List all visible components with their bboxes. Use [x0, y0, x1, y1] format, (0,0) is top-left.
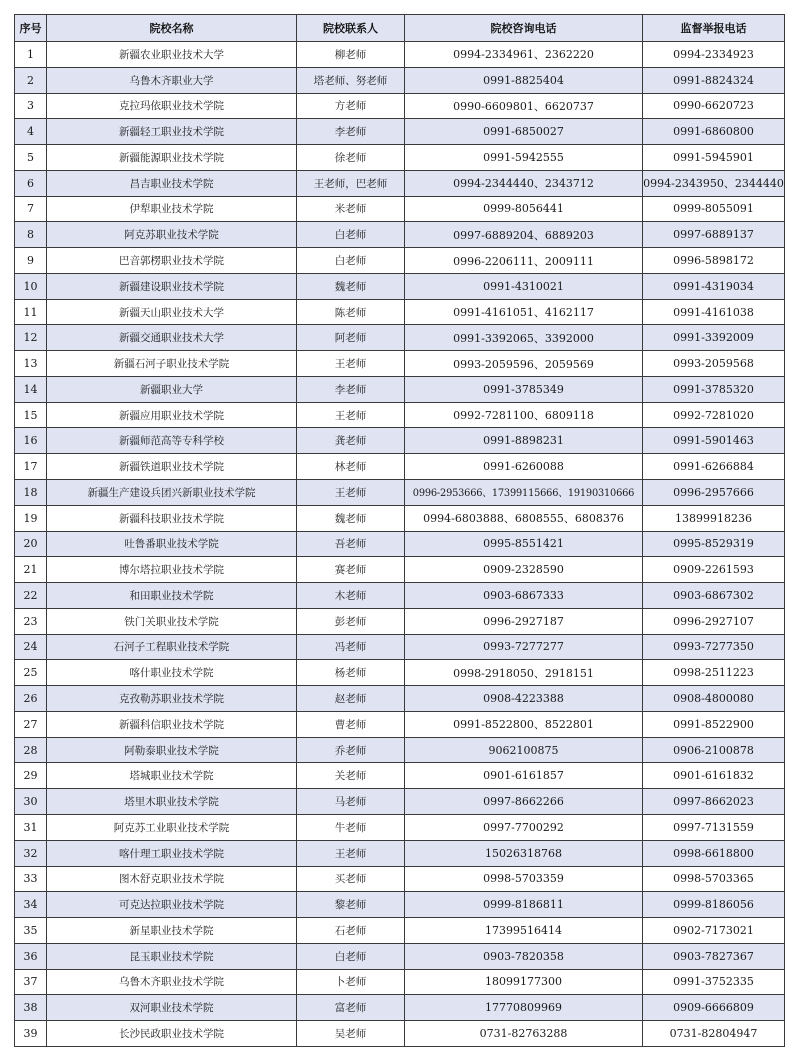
cell-school-name: 新疆师范高等专科学校 [47, 428, 297, 454]
cell-contact-person: 塔老师、努老师 [297, 67, 405, 93]
cell-contact-person: 白老师 [297, 248, 405, 274]
cell-consult-phone: 0997-6889204、6889203 [405, 222, 643, 248]
cell-report-phone: 0998-6618800 [643, 840, 785, 866]
table-row [15, 814, 785, 840]
cell-index: 32 [15, 840, 47, 866]
table-row [15, 634, 785, 660]
cell-consult-phone: 0998-5703359 [405, 866, 643, 892]
cell-school-name: 长沙民政职业技术学院 [47, 1021, 297, 1047]
table-row [15, 608, 785, 634]
cell-index: 33 [15, 866, 47, 892]
cell-report-phone: 0992-7281020 [643, 402, 785, 428]
cell-index: 28 [15, 737, 47, 763]
cell-contact-person: 马老师 [297, 789, 405, 815]
table-row [15, 145, 785, 171]
cell-school-name: 乌鲁木齐职业大学 [47, 67, 297, 93]
table-row [15, 660, 785, 686]
cell-contact-person: 王老师 [297, 480, 405, 506]
cell-report-phone: 0909-2261593 [643, 557, 785, 583]
cell-consult-phone: 0994-2344440、2343712 [405, 170, 643, 196]
cell-school-name: 和田职业技术学院 [47, 583, 297, 609]
cell-consult-phone: 0991-3785349 [405, 376, 643, 402]
cell-consult-phone: 9062100875 [405, 737, 643, 763]
cell-contact-person: 吾老师 [297, 531, 405, 557]
table-row [15, 119, 785, 145]
cell-report-phone: 0901-6161832 [643, 763, 785, 789]
cell-contact-person: 关老师 [297, 763, 405, 789]
cell-contact-person: 王老师 [297, 351, 405, 377]
cell-contact-person: 徐老师 [297, 145, 405, 171]
cell-index: 17 [15, 454, 47, 480]
cell-index: 31 [15, 814, 47, 840]
cell-school-name: 新疆职业大学 [47, 376, 297, 402]
cell-consult-phone: 0994-2334961、2362220 [405, 42, 643, 68]
cell-index: 2 [15, 67, 47, 93]
cell-index: 25 [15, 660, 47, 686]
table-row [15, 402, 785, 428]
cell-report-phone: 0996-5898172 [643, 248, 785, 274]
cell-report-phone: 0998-5703365 [643, 866, 785, 892]
cell-report-phone: 0991-4161038 [643, 299, 785, 325]
cell-index: 37 [15, 969, 47, 995]
cell-school-name: 克拉玛依职业技术学院 [47, 93, 297, 119]
cell-index: 36 [15, 943, 47, 969]
cell-report-phone: 0906-2100878 [643, 737, 785, 763]
cell-report-phone: 0991-3785320 [643, 376, 785, 402]
cell-index: 9 [15, 248, 47, 274]
table-row [15, 943, 785, 969]
cell-consult-phone: 0903-6867333 [405, 583, 643, 609]
cell-consult-phone: 0901-6161857 [405, 763, 643, 789]
cell-index: 20 [15, 531, 47, 557]
cell-consult-phone: 0997-8662266 [405, 789, 643, 815]
cell-school-name: 吐鲁番职业技术学院 [47, 531, 297, 557]
cell-contact-person: 赛老师 [297, 557, 405, 583]
cell-contact-person: 卜老师 [297, 969, 405, 995]
cell-report-phone: 0990-6620723 [643, 93, 785, 119]
cell-report-phone: 0731-82804947 [643, 1021, 785, 1047]
table-row [15, 505, 785, 531]
cell-index: 3 [15, 93, 47, 119]
cell-report-phone: 13899918236 [643, 505, 785, 531]
table-header-row [15, 15, 785, 42]
cell-index: 18 [15, 480, 47, 506]
cell-report-phone: 0991-4319034 [643, 273, 785, 299]
cell-index: 38 [15, 995, 47, 1021]
cell-report-phone: 0903-6867302 [643, 583, 785, 609]
cell-school-name: 新疆农业职业技术大学 [47, 42, 297, 68]
cell-index: 39 [15, 1021, 47, 1047]
cell-consult-phone: 0996-2206111、2009111 [405, 248, 643, 274]
cell-consult-phone: 0996-2953666、17399115666、19190310666 [405, 480, 643, 506]
table-row [15, 325, 785, 351]
cell-consult-phone: 17399516414 [405, 918, 643, 944]
cell-school-name: 喀什理工职业技术学院 [47, 840, 297, 866]
cell-contact-person: 白老师 [297, 943, 405, 969]
cell-consult-phone: 0999-8186811 [405, 892, 643, 918]
cell-index: 4 [15, 119, 47, 145]
cell-school-name: 新疆科技职业技术学院 [47, 505, 297, 531]
header-index: 序号 [15, 15, 47, 42]
cell-school-name: 新疆生产建设兵团兴新职业技术学院 [47, 480, 297, 506]
cell-report-phone: 0991-5945901 [643, 145, 785, 171]
cell-index: 5 [15, 145, 47, 171]
cell-school-name: 新疆轻工职业技术学院 [47, 119, 297, 145]
cell-report-phone: 0997-7131559 [643, 814, 785, 840]
cell-index: 29 [15, 763, 47, 789]
cell-school-name: 图木舒克职业技术学院 [47, 866, 297, 892]
table-row [15, 737, 785, 763]
table-row [15, 67, 785, 93]
cell-school-name: 新疆能源职业技术学院 [47, 145, 297, 171]
cell-school-name: 新疆应用职业技术学院 [47, 402, 297, 428]
cell-school-name: 新星职业技术学院 [47, 918, 297, 944]
cell-report-phone: 0991-8824324 [643, 67, 785, 93]
cell-report-phone: 0995-8529319 [643, 531, 785, 557]
cell-consult-phone: 0731-82763288 [405, 1021, 643, 1047]
cell-index: 34 [15, 892, 47, 918]
cell-index: 8 [15, 222, 47, 248]
cell-school-name: 昆玉职业技术学院 [47, 943, 297, 969]
cell-report-phone: 0991-3752335 [643, 969, 785, 995]
table-row [15, 531, 785, 557]
cell-report-phone: 0993-2059568 [643, 351, 785, 377]
cell-index: 22 [15, 583, 47, 609]
cell-school-name: 昌吉职业技术学院 [47, 170, 297, 196]
cell-consult-phone: 0991-4310021 [405, 273, 643, 299]
table-row [15, 428, 785, 454]
cell-contact-person: 魏老师 [297, 273, 405, 299]
cell-report-phone: 0991-8522900 [643, 711, 785, 737]
cell-report-phone: 0991-5901463 [643, 428, 785, 454]
cell-contact-person: 石老师 [297, 918, 405, 944]
cell-contact-person: 白老师 [297, 222, 405, 248]
cell-consult-phone: 0990-6609801、6620737 [405, 93, 643, 119]
cell-contact-person: 李老师 [297, 119, 405, 145]
cell-school-name: 阿勒泰职业技术学院 [47, 737, 297, 763]
cell-report-phone: 0997-8662023 [643, 789, 785, 815]
cell-contact-person: 木老师 [297, 583, 405, 609]
cell-contact-person: 林老师 [297, 454, 405, 480]
cell-consult-phone: 17770809969 [405, 995, 643, 1021]
cell-school-name: 阿克苏工业职业技术学院 [47, 814, 297, 840]
table-row [15, 892, 785, 918]
cell-report-phone: 0997-6889137 [643, 222, 785, 248]
table-row [15, 222, 785, 248]
cell-consult-phone: 0994-6803888、6808555、6808376 [405, 505, 643, 531]
cell-school-name: 阿克苏职业技术学院 [47, 222, 297, 248]
cell-school-name: 新疆天山职业技术大学 [47, 299, 297, 325]
cell-consult-phone: 0903-7820358 [405, 943, 643, 969]
header-report-phone: 监督举报电话 [643, 15, 785, 42]
cell-school-name: 双河职业技术学院 [47, 995, 297, 1021]
table-body [15, 42, 785, 1047]
table-row [15, 969, 785, 995]
cell-contact-person: 阿老师 [297, 325, 405, 351]
cell-contact-person: 吴老师 [297, 1021, 405, 1047]
cell-contact-person: 李老师 [297, 376, 405, 402]
cell-contact-person: 曹老师 [297, 711, 405, 737]
cell-index: 11 [15, 299, 47, 325]
cell-report-phone: 0996-2957666 [643, 480, 785, 506]
cell-contact-person: 王老师 [297, 840, 405, 866]
table-row [15, 918, 785, 944]
table-row [15, 763, 785, 789]
table-row [15, 840, 785, 866]
cell-index: 23 [15, 608, 47, 634]
table-row [15, 42, 785, 68]
cell-index: 6 [15, 170, 47, 196]
cell-index: 12 [15, 325, 47, 351]
cell-report-phone: 0999-8186056 [643, 892, 785, 918]
cell-consult-phone: 0991-8522800、8522801 [405, 711, 643, 737]
table-row [15, 583, 785, 609]
cell-consult-phone: 0998-2918050、2918151 [405, 660, 643, 686]
cell-consult-phone: 0909-2328590 [405, 557, 643, 583]
table-row [15, 557, 785, 583]
cell-school-name: 克孜勒苏职业技术学院 [47, 686, 297, 712]
cell-school-name: 伊犁职业技术学院 [47, 196, 297, 222]
cell-school-name: 新疆建设职业技术学院 [47, 273, 297, 299]
table-row [15, 299, 785, 325]
cell-consult-phone: 0993-7277277 [405, 634, 643, 660]
cell-school-name: 博尔塔拉职业技术学院 [47, 557, 297, 583]
cell-index: 21 [15, 557, 47, 583]
cell-index: 16 [15, 428, 47, 454]
cell-report-phone: 0991-6860800 [643, 119, 785, 145]
cell-index: 35 [15, 918, 47, 944]
cell-contact-person: 魏老师 [297, 505, 405, 531]
cell-consult-phone: 15026318768 [405, 840, 643, 866]
cell-consult-phone: 0991-6260088 [405, 454, 643, 480]
table-row [15, 170, 785, 196]
cell-contact-person: 杨老师 [297, 660, 405, 686]
cell-contact-person: 王老师 [297, 402, 405, 428]
table-row [15, 376, 785, 402]
cell-contact-person: 王老师，巴老师 [297, 170, 405, 196]
cell-school-name: 新疆交通职业技术大学 [47, 325, 297, 351]
cell-index: 10 [15, 273, 47, 299]
cell-contact-person: 买老师 [297, 866, 405, 892]
cell-index: 14 [15, 376, 47, 402]
cell-school-name: 塔城职业技术学院 [47, 763, 297, 789]
cell-contact-person: 方老师 [297, 93, 405, 119]
table-row [15, 480, 785, 506]
cell-school-name: 巴音郭楞职业技术学院 [47, 248, 297, 274]
cell-school-name: 塔里木职业技术学院 [47, 789, 297, 815]
cell-index: 27 [15, 711, 47, 737]
cell-report-phone: 0991-3392009 [643, 325, 785, 351]
cell-report-phone: 0996-2927107 [643, 608, 785, 634]
cell-contact-person: 赵老师 [297, 686, 405, 712]
cell-index: 13 [15, 351, 47, 377]
cell-school-name: 喀什职业技术学院 [47, 660, 297, 686]
cell-report-phone: 0994-2334923 [643, 42, 785, 68]
cell-report-phone: 0902-7173021 [643, 918, 785, 944]
table-row [15, 248, 785, 274]
cell-school-name: 新疆铁道职业技术学院 [47, 454, 297, 480]
cell-report-phone: 0998-2511223 [643, 660, 785, 686]
cell-contact-person: 柳老师 [297, 42, 405, 68]
cell-report-phone: 0909-6666809 [643, 995, 785, 1021]
table-row [15, 686, 785, 712]
table-row [15, 273, 785, 299]
cell-contact-person: 黎老师 [297, 892, 405, 918]
cell-consult-phone: 0991-4161051、4162117 [405, 299, 643, 325]
header-contact-person: 院校联系人 [297, 15, 405, 42]
cell-consult-phone: 18099177300 [405, 969, 643, 995]
cell-consult-phone: 0993-2059596、2059569 [405, 351, 643, 377]
table-row [15, 93, 785, 119]
cell-report-phone: 0994-2343950、2344440 [643, 170, 785, 196]
cell-contact-person: 富老师 [297, 995, 405, 1021]
cell-contact-person: 米老师 [297, 196, 405, 222]
cell-contact-person: 龚老师 [297, 428, 405, 454]
cell-consult-phone: 0991-6850027 [405, 119, 643, 145]
cell-consult-phone: 0991-8898231 [405, 428, 643, 454]
cell-school-name: 新疆科信职业技术学院 [47, 711, 297, 737]
table-row [15, 454, 785, 480]
cell-index: 7 [15, 196, 47, 222]
cell-consult-phone: 0996-2927187 [405, 608, 643, 634]
cell-contact-person: 冯老师 [297, 634, 405, 660]
cell-report-phone: 0903-7827367 [643, 943, 785, 969]
cell-index: 1 [15, 42, 47, 68]
cell-school-name: 铁门关职业技术学院 [47, 608, 297, 634]
cell-contact-person: 彭老师 [297, 608, 405, 634]
header-school-name: 院校名称 [47, 15, 297, 42]
cell-consult-phone: 0991-3392065、3392000 [405, 325, 643, 351]
cell-report-phone: 0999-8055091 [643, 196, 785, 222]
cell-index: 19 [15, 505, 47, 531]
table-row [15, 1021, 785, 1047]
table-row [15, 789, 785, 815]
cell-school-name: 可克达拉职业技术学院 [47, 892, 297, 918]
table-row [15, 351, 785, 377]
table-row [15, 196, 785, 222]
cell-consult-phone: 0991-8825404 [405, 67, 643, 93]
cell-report-phone: 0908-4800080 [643, 686, 785, 712]
cell-report-phone: 0991-6266884 [643, 454, 785, 480]
table-row [15, 711, 785, 737]
cell-school-name: 乌鲁木齐职业技术学院 [47, 969, 297, 995]
cell-contact-person: 陈老师 [297, 299, 405, 325]
header-consult-phone: 院校咨询电话 [405, 15, 643, 42]
cell-consult-phone: 0992-7281100、6809118 [405, 402, 643, 428]
cell-school-name: 新疆石河子职业技术学院 [47, 351, 297, 377]
cell-consult-phone: 0995-8551421 [405, 531, 643, 557]
cell-consult-phone: 0999-8056441 [405, 196, 643, 222]
cell-consult-phone: 0908-4223388 [405, 686, 643, 712]
cell-index: 24 [15, 634, 47, 660]
schools-contact-table [14, 14, 785, 1047]
cell-consult-phone: 0997-7700292 [405, 814, 643, 840]
table-row [15, 866, 785, 892]
cell-school-name: 石河子工程职业技术学院 [47, 634, 297, 660]
cell-contact-person: 牛老师 [297, 814, 405, 840]
cell-index: 15 [15, 402, 47, 428]
cell-consult-phone: 0991-5942555 [405, 145, 643, 171]
cell-report-phone: 0993-7277350 [643, 634, 785, 660]
cell-contact-person: 乔老师 [297, 737, 405, 763]
cell-index: 26 [15, 686, 47, 712]
table-row [15, 995, 785, 1021]
cell-index: 30 [15, 789, 47, 815]
